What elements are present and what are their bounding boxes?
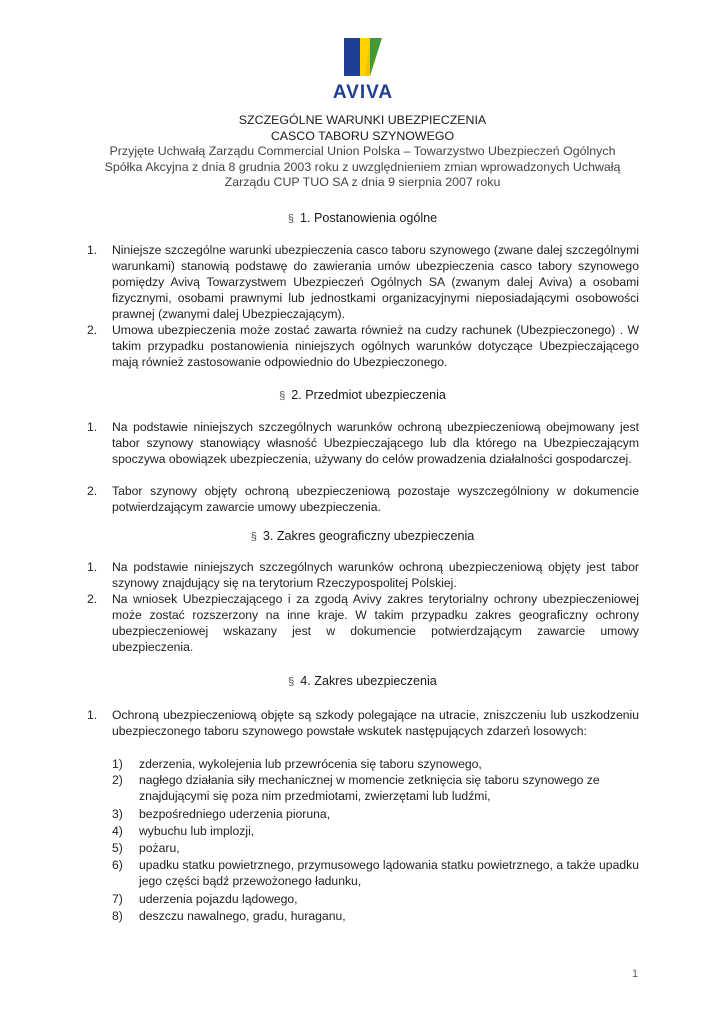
- sub-item-text: wybuchu lub implozji,: [139, 824, 255, 838]
- item-number: 1.: [87, 420, 98, 434]
- sub-item-number: 6): [112, 858, 123, 872]
- sub-item-number: 5): [112, 841, 123, 855]
- aviva-logo: [318, 38, 408, 106]
- item-number: 1.: [87, 708, 98, 722]
- list-item: [87, 322, 639, 370]
- section-1-heading: [60, 211, 665, 225]
- sub-list-item: [112, 840, 640, 856]
- adoption-note-line-2: Spółka Akcyjna z dnia 8 grudnia 2003 roku z uwzględnieniem zmian wprowadzonych Uchwałą: [104, 159, 621, 174]
- sub-item-number: 2): [112, 773, 123, 787]
- paragraph-symbol: §: [279, 390, 286, 402]
- document-subtitle: CASCO TABORU SZYNOWEGO: [270, 128, 455, 143]
- adoption-note-line-3: Zarządu CUP TUO SA z dnia 9 sierpnia 2007 roku: [224, 175, 501, 190]
- paragraph-symbol: §: [250, 531, 257, 543]
- sub-item-text: nagłego działania siły mechanicznej w momencie zetknięcia się taboru szynowego ze znajdującymi się poza nim przedmiotami, zwierzętami lub ludźmi,: [139, 773, 600, 803]
- list-item: [87, 707, 639, 739]
- sub-item-number: 1): [112, 757, 123, 771]
- sub-item-number: 4): [112, 824, 123, 838]
- sub-list-item: [112, 772, 640, 804]
- section-3-heading: [60, 529, 665, 543]
- sub-item-number: 8): [112, 909, 123, 923]
- section-4-heading: [60, 674, 665, 688]
- item-text: Niniejsze szczególne warunki ubezpieczenia casco taboru szynowego (zwane dalej szczególnymi warunkami) stanowią podstawę do zawierania umów ubezpieczenia casco tabory szynowego pomiędzy Avivą Towarzystwem Ubezpieczeń Ogólnych SA (zwanym dalej Aviva) a osobami fizycznymi, osobami prawnymi lub jednostkami organizacyjnymi nieposiadającymi osobowości prawnej (zwanymi dalej Ubezpieczającym).: [112, 243, 639, 321]
- item-number: 1.: [87, 243, 98, 257]
- sub-list-item: [112, 908, 640, 924]
- sub-item-text: uderzenia pojazdu lądowego,: [139, 892, 298, 906]
- sub-list-item: [112, 891, 640, 907]
- list-item: [87, 242, 639, 322]
- item-number: 2.: [87, 484, 98, 498]
- sub-item-text: deszczu nawalnego, gradu, huraganu,: [139, 909, 346, 923]
- section-2-heading: [60, 388, 665, 402]
- sub-list-item: [112, 857, 640, 889]
- item-text: Na podstawie niniejszych szczególnych warunków ochroną ubezpieczeniową obejmowany jest tabor szynowy stanowiący własność Ubezpieczającego lub dla którego na Ubezpieczającym spoczywa obowiązek ubezpieczenia, używany do celów prowadzenia działalności gospodarczej.: [112, 420, 639, 466]
- adoption-note-line-1: Przyjęte Uchwałą Zarządu Commercial Union Polska – Towarzystwo Ubezpieczeń Ogólnych: [109, 144, 616, 159]
- section-title: 4. Zakres ubezpieczenia: [300, 674, 437, 688]
- item-number: 1.: [87, 560, 98, 574]
- item-number: 2.: [87, 592, 98, 606]
- list-item: [87, 591, 639, 655]
- section-title: 2. Przedmiot ubezpieczenia: [291, 388, 446, 402]
- sub-item-text: pożaru,: [139, 841, 180, 855]
- page-number: 1: [632, 968, 639, 980]
- logo-wordmark: AVIVA: [332, 82, 394, 103]
- item-number: 2.: [87, 323, 98, 337]
- sub-list-item: [112, 823, 640, 839]
- sub-item-text: bezpośredniego uderzenia pioruna,: [139, 807, 331, 821]
- list-item: [87, 483, 639, 515]
- paragraph-symbol: §: [288, 676, 295, 688]
- item-text: Na wniosek Ubezpieczającego i za zgodą Avivy zakres terytorialny ochrony ubezpieczeniowej może zostać rozszerzony na inne kraje. W takim przypadku zakres geograficzny ochrony ubezpieczeniowej wskazany jest w dokumencie potwierdzającym zawarcie umowy ubezpieczenia.: [112, 592, 639, 654]
- sub-item-text: zderzenia, wykolejenia lub przewrócenia się taboru szynowego,: [139, 757, 482, 771]
- item-text: Na podstawie niniejszych szczególnych warunków ochroną ubezpieczeniową objęty jest tabor szynowy znajdujący się na terytorium Rzeczypospolitej Polskiej.: [112, 560, 639, 590]
- sub-item-text: upadku statku powietrznego, przymusowego lądowania statku powietrznego, a także upadku jego części bądź przewożonego ładunku,: [139, 858, 639, 888]
- section-title: 3. Zakres geograficzny ubezpieczenia: [262, 529, 475, 543]
- sub-list-item: [112, 806, 640, 822]
- aviva-emblem-icon: [344, 38, 382, 78]
- item-text: Tabor szynowy objęty ochroną ubezpieczeniową pozostaje wyszczególniony w dokumencie potwierdzającym zawarcie umowy ubezpieczenia.: [112, 484, 639, 514]
- section-title: 1. Postanowienia ogólne: [299, 211, 438, 225]
- item-text: Umowa ubezpieczenia może zostać zawarta również na cudzy rachunek (Ubezpieczonego) . W takim przypadku postanowienia niniejszych ogólnych warunków dotyczące Ubezpieczającego mają również zastosowanie odpowiednio do Ubezpieczonego.: [112, 323, 639, 369]
- paragraph-symbol: §: [287, 213, 294, 225]
- document-title: SZCZEGÓLNE WARUNKI UBEZPIECZENIA: [238, 113, 487, 127]
- list-item: [87, 559, 639, 591]
- document-header: [60, 113, 665, 191]
- item-text: Ochroną ubezpieczeniową objęte są szkody polegające na utracie, zniszczeniu lub uszkodzeniu ubezpieczonego taboru szynowego powstałe wskutek następujących zdarzeń losowych:: [112, 708, 639, 738]
- sub-item-number: 3): [112, 807, 123, 821]
- list-item: [87, 419, 639, 467]
- sub-list-item: [112, 756, 640, 772]
- sub-item-number: 7): [112, 892, 123, 906]
